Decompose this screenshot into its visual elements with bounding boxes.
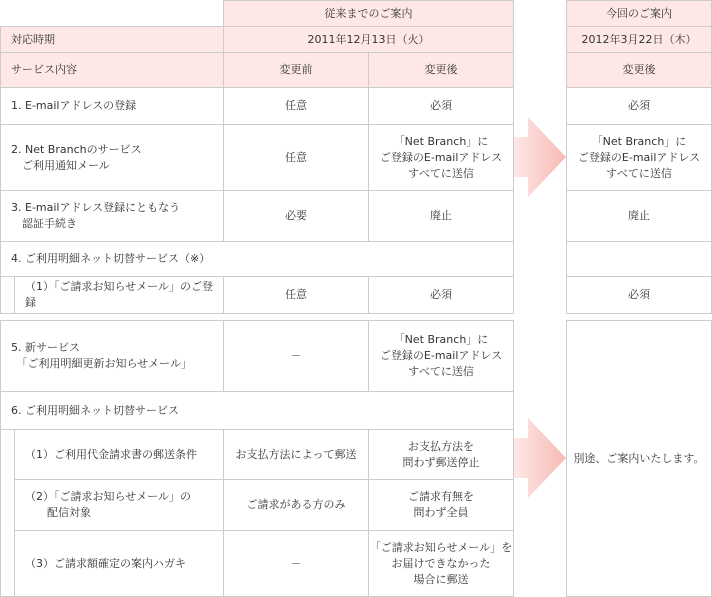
row5-label: 5. 新サービス 「ご利用明細更新お知らせメール」 — [0, 320, 224, 392]
after-header: 変更後 — [368, 52, 514, 88]
sub3-before: － — [223, 530, 369, 597]
row4-sub-before: 任意 — [223, 276, 369, 314]
row2-label: 2. Net Branchのサービス ご利用通知メール — [0, 124, 224, 191]
row3-before: 必要 — [223, 190, 369, 242]
sub1-label: （1）ご利用代金請求書の郵送条件 — [14, 429, 224, 480]
row6-label: 6. ご利用明細ネット切替サービス — [0, 391, 514, 430]
current-after-header: 変更後 — [566, 52, 712, 88]
prior-group-header: 従来までのご案内 — [223, 0, 514, 27]
service-label: サービス内容 — [0, 52, 224, 88]
before-header: 変更前 — [223, 52, 369, 88]
sub1-after: お支払方法を 問わず郵送停止 — [368, 429, 514, 480]
timing-label: 対応時期 — [0, 26, 224, 53]
current-group-header: 今回のご案内 — [566, 0, 712, 27]
sub3-label: （3）ご請求額確定の案内ハガキ — [14, 530, 224, 597]
row1-after: 必須 — [368, 87, 514, 125]
row3-current: 廃止 — [566, 190, 712, 242]
sub3-after: 「ご請求お知らせメール」を お届けできなかった 場合に郵送 — [368, 530, 514, 597]
row4-sub-label: （1）「ご請求お知らせメール」のご登録 — [14, 276, 224, 314]
row2-current: 「Net Branch」に ご登録のE-mailアドレス すべてに送信 — [566, 124, 712, 191]
sub2-label: （2）「ご請求お知らせメール」の 配信対象 — [14, 479, 224, 531]
current-date: 2012年3月22日（木） — [566, 26, 712, 53]
prior-date: 2011年12月13日（火） — [223, 26, 514, 53]
row2-before: 任意 — [223, 124, 369, 191]
row4-sub-current: 必須 — [566, 276, 712, 314]
arrow-right-icon — [514, 418, 566, 498]
sub2-before: ご請求がある方のみ — [223, 479, 369, 531]
sub2-after: ご請求有無を 問わず全員 — [368, 479, 514, 531]
row5-after: 「Net Branch」に ご登録のE-mailアドレス すべてに送信 — [368, 320, 514, 392]
row2-after: 「Net Branch」に ご登録のE-mailアドレス すべてに送信 — [368, 124, 514, 191]
sub1-before: お支払方法によって郵送 — [223, 429, 369, 480]
row4-label: 4. ご利用明細ネット切替サービス（※） — [0, 241, 514, 277]
row4-current-empty — [566, 241, 712, 277]
arrow-right-icon — [514, 117, 566, 197]
row5-before: － — [223, 320, 369, 392]
row1-before: 任意 — [223, 87, 369, 125]
section2-current: 別途、ご案内いたします。 — [566, 320, 712, 597]
row1-current: 必須 — [566, 87, 712, 125]
row3-label: 3. E-mailアドレス登録にともなう 認証手続き — [0, 190, 224, 242]
row1-label: 1. E-mailアドレスの登録 — [0, 87, 224, 125]
row3-after: 廃止 — [368, 190, 514, 242]
row4-sub-after: 必須 — [368, 276, 514, 314]
